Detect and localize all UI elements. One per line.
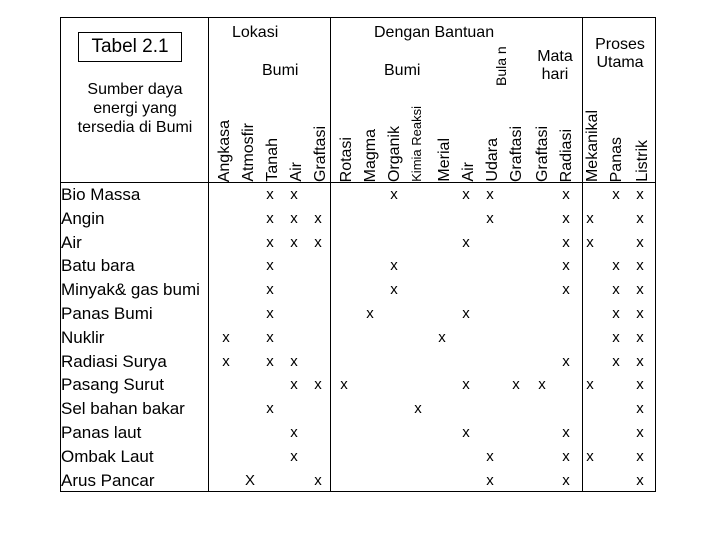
cell-mark: x — [562, 352, 570, 370]
cell-mark: x — [314, 471, 322, 489]
row-label: Nuklir — [61, 327, 105, 347]
cell-mark: x — [266, 400, 274, 418]
cell-mark: x — [340, 376, 348, 394]
row-label: Angin — [61, 208, 105, 228]
proses-group-divider — [582, 17, 583, 492]
cell-mark: x — [266, 352, 274, 370]
col-header: Organik — [386, 125, 403, 182]
row-label: Batu bara — [61, 256, 135, 276]
cell-mark: x — [266, 305, 274, 322]
matahari-header: Mata hari — [537, 48, 573, 83]
col-header: Radiasi — [558, 128, 575, 182]
col-header: Air — [460, 162, 477, 182]
col-header: Listrik — [634, 140, 651, 182]
proses-utama-header: Proses Utama — [595, 36, 645, 71]
cell-mark: x — [636, 376, 644, 394]
cell-mark: x — [390, 281, 398, 299]
cell-mark: x — [612, 328, 620, 346]
cell-mark: x — [636, 257, 644, 275]
cell-mark: x — [562, 471, 570, 489]
lokasi-header: Lokasi — [232, 24, 279, 41]
cell-mark: x — [612, 186, 620, 203]
source-column-divider — [208, 17, 209, 492]
cell-mark: x — [462, 186, 470, 203]
cell-mark: x — [266, 257, 274, 275]
cell-mark: x — [222, 352, 230, 370]
cell-mark: x — [612, 257, 620, 275]
col-header: Mekanikal — [584, 109, 601, 182]
col-header: Udara — [484, 138, 501, 182]
cell-mark: x — [314, 233, 322, 251]
row-label: Arus Pancar — [61, 470, 155, 490]
cell-mark: x — [636, 447, 644, 465]
lokasi-group-divider — [330, 17, 331, 492]
cell-mark: x — [562, 424, 570, 441]
cell-mark: x — [636, 305, 644, 322]
cell-mark: x — [390, 257, 398, 275]
cell-mark: x — [636, 209, 644, 227]
cell-mark: x — [586, 447, 594, 465]
row-label: Panas laut — [61, 423, 142, 442]
row-label: Radiasi Surya — [61, 351, 167, 371]
cell-mark: x — [266, 281, 274, 299]
cell-mark: x — [586, 209, 594, 227]
cell-mark: x — [462, 305, 470, 322]
bumi-header-1: Bumi — [262, 62, 299, 79]
cell-mark: x — [636, 328, 644, 346]
cell-mark: x — [438, 328, 446, 346]
cell-mark: x — [314, 209, 322, 227]
cell-mark: x — [538, 376, 546, 394]
cell-mark: x — [266, 209, 274, 227]
cell-mark: x — [636, 281, 644, 299]
col-header: Rotasi — [338, 136, 355, 182]
cell-mark: x — [562, 281, 570, 299]
cell-mark: x — [562, 257, 570, 275]
col-header: Angkasa — [216, 119, 233, 182]
cell-mark: x — [636, 186, 644, 203]
cell-mark: x — [636, 352, 644, 370]
cell-mark: x — [390, 186, 398, 203]
cell-mark: x — [462, 424, 470, 441]
cell-mark: x — [290, 209, 298, 227]
cell-mark: x — [562, 233, 570, 251]
cell-mark: x — [222, 328, 230, 346]
cell-mark: x — [290, 233, 298, 251]
cell-mark: x — [636, 400, 644, 418]
cell-mark: x — [290, 376, 298, 394]
col-header: Atmosfir — [240, 123, 257, 182]
cell-mark: x — [414, 400, 422, 418]
cell-mark: x — [562, 209, 570, 227]
cell-mark: x — [462, 233, 470, 251]
cell-mark: x — [486, 471, 494, 489]
col-header: Air — [288, 162, 305, 182]
cell-mark: x — [562, 447, 570, 465]
cell-mark: x — [612, 305, 620, 322]
cell-mark: x — [266, 328, 274, 346]
cell-mark: x — [486, 209, 494, 227]
cell-mark: X — [244, 471, 255, 489]
col-header: Panas — [608, 136, 625, 182]
cell-mark: x — [266, 186, 274, 203]
cell-mark: x — [486, 186, 494, 203]
col-header: Merial — [436, 138, 453, 182]
cell-mark: x — [314, 376, 322, 394]
cell-mark: x — [290, 186, 298, 203]
col-header: Tanah — [264, 138, 281, 182]
cell-mark: x — [266, 233, 274, 251]
cell-mark: x — [290, 352, 298, 370]
col-header: Magma — [362, 128, 379, 182]
cell-mark: x — [586, 376, 594, 394]
row-label: Pasang Surut — [61, 375, 165, 395]
cell-mark: x — [512, 376, 520, 394]
cell-mark: x — [586, 233, 594, 251]
cell-mark: x — [636, 424, 644, 441]
col-header: Graftasi — [534, 125, 551, 182]
row-label: Air — [61, 232, 82, 252]
cell-mark: x — [636, 471, 644, 489]
cell-mark: x — [462, 376, 470, 394]
col-header: Graftasi — [312, 125, 329, 182]
cell-mark: x — [636, 233, 644, 251]
row-label: Sel bahan bakar — [61, 399, 185, 419]
cell-mark: x — [562, 186, 570, 203]
bulan-header: Bula n — [493, 46, 509, 86]
dengan-bantuan-header: Dengan Bantuan — [374, 24, 495, 41]
cell-mark: x — [612, 281, 620, 299]
cell-mark: x — [486, 447, 494, 465]
table-caption: Tabel 2.1 — [78, 32, 182, 62]
col-header: Graftasi — [508, 125, 525, 182]
row-label: Minyak& gas bumi — [61, 280, 200, 300]
bumi-header-2: Bumi — [384, 62, 421, 79]
row-label: Bio Massa — [61, 185, 141, 204]
row-label: Panas Bumi — [61, 304, 153, 323]
cell-mark: x — [612, 352, 620, 370]
cell-mark: x — [366, 305, 374, 322]
row-label: Ombak Laut — [61, 446, 154, 466]
cell-mark: x — [290, 447, 298, 465]
cell-mark: x — [290, 424, 298, 441]
col-header: Kimia Reaksi — [409, 106, 424, 182]
source-header: Sumber daya energi yang tersedia di Bumi — [77, 81, 193, 136]
